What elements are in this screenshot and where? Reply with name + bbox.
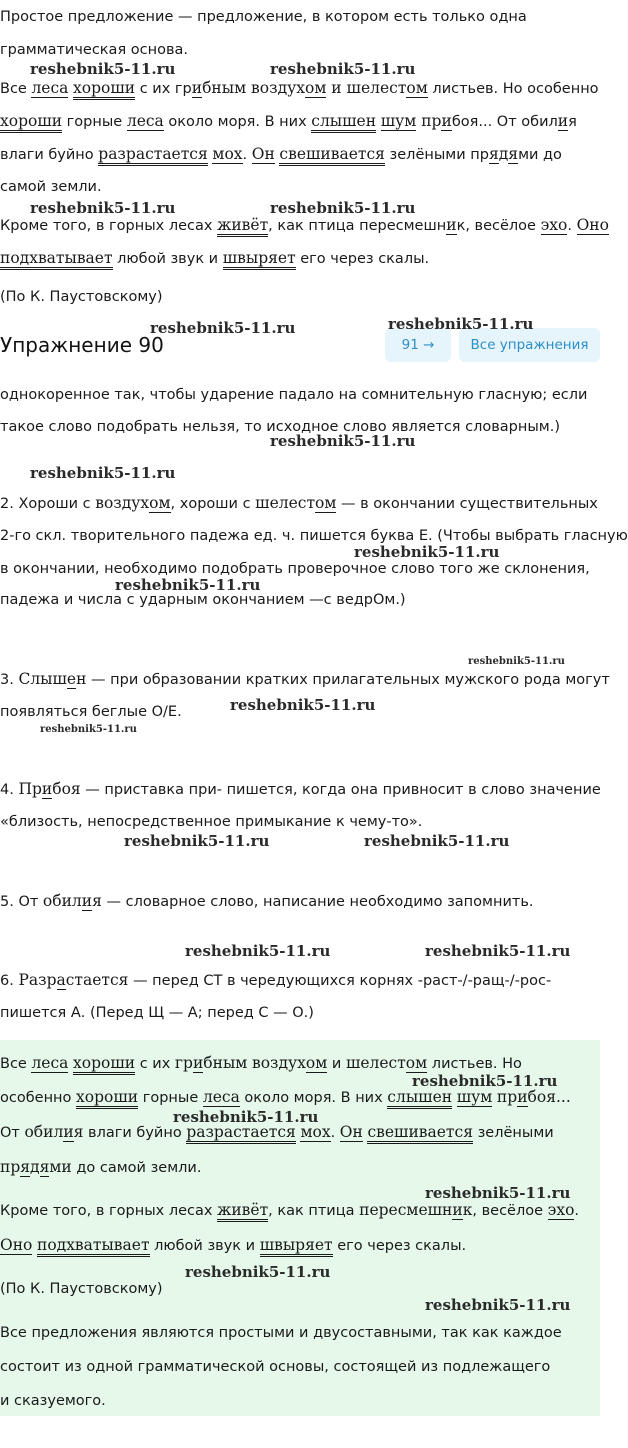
- answer-line: Кроме того, в горных лесах живёт, как птица пересмешник, весёлое эхо.: [0, 1193, 600, 1228]
- watermark: reshebnik5-11.ru: [230, 696, 376, 714]
- text-line: в окончании, необходимо подобрать проверочное слово того же склонения,: [0, 561, 590, 577]
- text-line: «близость, непосредственное примыкание к чему-то».: [0, 814, 423, 830]
- watermark: reshebnik5-11.ru: [270, 199, 416, 217]
- text-line: падежа и числа с ударным окончанием —с ведрОм.): [0, 592, 406, 608]
- all-exercises-button[interactable]: Все упражнения: [459, 328, 600, 362]
- watermark: reshebnik5-11.ru: [425, 1296, 571, 1314]
- watermark: reshebnik5-11.ru: [30, 464, 176, 482]
- answer-line: прядями до самой земли.: [0, 1158, 202, 1176]
- text-line: грамматическая основа.: [0, 42, 189, 58]
- text-line: Кроме того, в горных лесах живёт, как птица пересмешник, весёлое эхо. Оно: [0, 208, 600, 243]
- answer-line: и сказуемого.: [0, 1393, 106, 1409]
- explanation-item: 4. Прибоя — приставка при- пишется, когда она привносит в слово значение: [0, 780, 601, 798]
- watermark: reshebnik5-11.ru: [124, 832, 270, 850]
- explanation-item: 6. Разрастается — перед СТ в чередующихся корнях -раст-/-ращ-/-рос-: [0, 971, 552, 989]
- explanation-item: 3. Слышен — при образовании кратких прилагательных мужского рода могут: [0, 670, 610, 688]
- watermark: reshebnik5-11.ru: [30, 60, 176, 78]
- text-line: влаги буйно разрастается мох. Он свешивается зелёными прядями до: [0, 137, 600, 172]
- source-credit: (По К. Паустовскому): [0, 1281, 163, 1297]
- answer-line: От обилия влаги буйно разрастается мох. Он свешивается зелёными: [0, 1115, 600, 1150]
- watermark: reshebnik5-11.ru: [364, 832, 510, 850]
- watermark: reshebnik5-11.ru: [412, 1072, 558, 1090]
- watermark: reshebnik5-11.ru: [150, 319, 296, 337]
- text-line: однокоренное так, чтобы ударение падало на сомнительную гласную; если: [0, 387, 588, 403]
- text-line: самой земли.: [0, 179, 102, 195]
- watermark: reshebnik5-11.ru: [185, 942, 331, 960]
- text-line: подхватывает любой звук и швыряет его через скалы.: [0, 241, 600, 276]
- watermark: reshebnik5-11.ru: [270, 60, 416, 78]
- page-title: Упражнение 90: [0, 333, 164, 357]
- watermark: reshebnik5-11.ru: [173, 1108, 319, 1126]
- watermark: reshebnik5-11.ru: [40, 724, 137, 735]
- watermark: reshebnik5-11.ru: [185, 1263, 331, 1281]
- next-exercise-button[interactable]: 91 →: [385, 328, 451, 362]
- explanation-item: 5. От обилия — словарное слово, написание необходимо запомнить.: [0, 892, 534, 910]
- answer-line: состоит из одной грамматической основы, состоящей из подлежащего: [0, 1359, 551, 1375]
- watermark: reshebnik5-11.ru: [115, 576, 261, 594]
- explanation-item: 2. Хороши с воздухом, хороши с шелестом — в окончании существительных: [0, 494, 598, 512]
- watermark: reshebnik5-11.ru: [30, 199, 176, 217]
- text-line: появляться беглые О/Е.: [0, 704, 182, 720]
- subject-word: леса: [31, 79, 69, 97]
- watermark: reshebnik5-11.ru: [425, 942, 571, 960]
- source-credit: (По К. Паустовскому): [0, 289, 163, 305]
- answer-line: Оно подхватывает любой звук и швыряет его через скалы.: [0, 1228, 600, 1263]
- watermark: reshebnik5-11.ru: [388, 315, 534, 333]
- answer-line: Все леса хороши с их грибным воздухом и шелестом листьев. Но: [0, 1046, 600, 1081]
- watermark: reshebnik5-11.ru: [468, 656, 565, 667]
- watermark: reshebnik5-11.ru: [354, 543, 500, 561]
- predicate-word: хороши: [73, 79, 135, 100]
- text-line: хороши горные леса около моря. В них слышен шум прибоя... От обилия: [0, 104, 600, 139]
- text-line: такое слово подобрать нельзя, то исходное слово является словарным.): [0, 419, 561, 435]
- text-line: Все леса хороши с их грибным воздухом и шелестом листьев. Но особенно: [0, 71, 600, 106]
- watermark: reshebnik5-11.ru: [425, 1184, 571, 1202]
- text-line: Простое предложение — предложение, в котором есть только одна: [0, 9, 527, 25]
- answer-line: особенно хороши горные леса около моря. В них слышен шум прибоя...: [0, 1080, 600, 1115]
- text-line: пишется А. (Перед Щ — А; перед С — О.): [0, 1005, 314, 1021]
- watermark: reshebnik5-11.ru: [270, 432, 416, 450]
- answer-line: Все предложения являются простыми и двусоставными, так как каждое: [0, 1325, 562, 1341]
- text-line: 2-го скл. творительного падежа ед. ч. пишется буква Е. (Чтобы выбрать гласную: [0, 528, 628, 544]
